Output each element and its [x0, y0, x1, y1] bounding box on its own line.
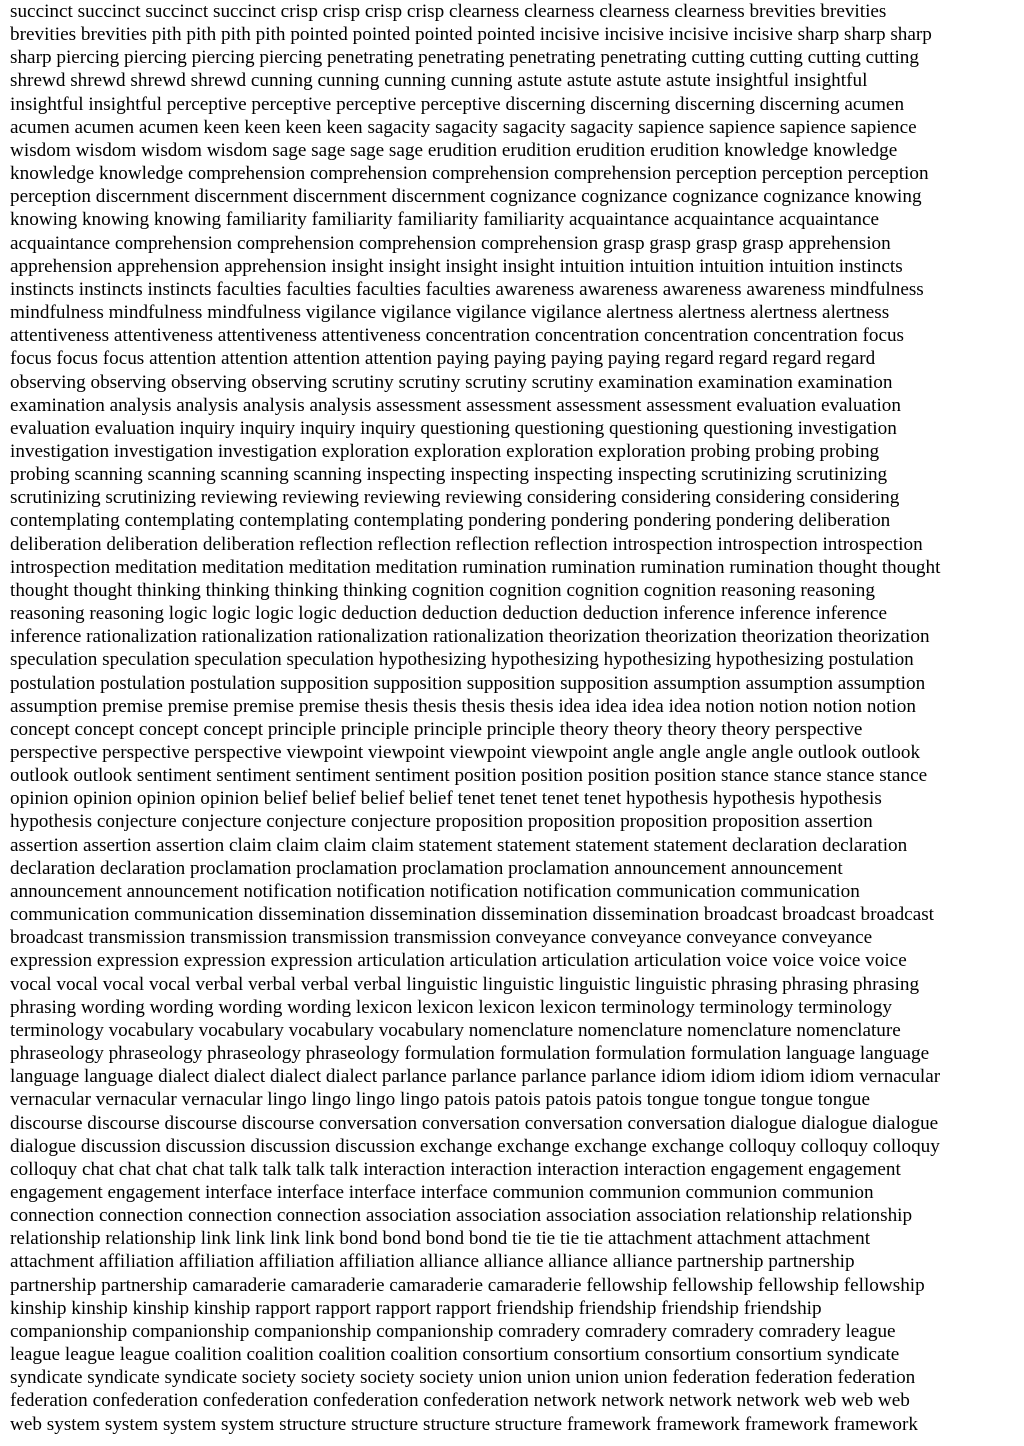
body-text — [10, 0, 1014, 1436]
text-line: companionship companionship companionship companionship comradery comradery comradery comradery league — [10, 1320, 896, 1342]
text-line: kinship kinship kinship kinship rapport rapport rapport rapport friendship friendship friendship friendship — [10, 1297, 822, 1319]
text-line: phrasing wording wording wording wording lexicon lexicon lexicon lexicon terminology terminology terminology — [10, 996, 892, 1018]
text-line: speculation speculation speculation speculation hypothesizing hypothesizing hypothesizing hypothesizing postulation — [10, 649, 914, 671]
text-line: attentiveness attentiveness attentiveness attentiveness concentration concentration concentration concentration focus — [10, 325, 905, 347]
text-line: thought thought thinking thinking thinking thinking cognition cognition cognition cognition reasoning reasoning — [10, 579, 875, 601]
text-line: deliberation deliberation deliberation reflection reflection reflection reflection introspection introspection introspection — [10, 533, 923, 555]
text-line: instincts instincts instincts faculties faculties faculties faculties awareness awareness awareness awareness mindfulness — [10, 278, 924, 300]
text-line: contemplating contemplating contemplating contemplating pondering pondering pondering pondering deliberation — [10, 510, 891, 532]
text-line: examination analysis analysis analysis analysis assessment assessment assessment assessment evaluation evaluation — [10, 394, 901, 416]
text-line: partnership partnership camaraderie camaraderie camaraderie camaraderie fellowship fellowship fellowship fellowship — [10, 1274, 925, 1296]
text-line: knowing knowing knowing familiarity familiarity familiarity familiarity acquaintance acquaintance acquaintance — [10, 209, 879, 231]
text-line: broadcast transmission transmission transmission transmission conveyance conveyance conveyance conveyance — [10, 927, 873, 949]
text-line: succinct succinct succinct succinct crisp crisp crisp crisp clearness clearness clearness clearness brevities brevities — [10, 1, 887, 22]
text-line: assumption premise premise premise premise thesis thesis thesis thesis idea idea idea idea notion notion notion notion — [10, 695, 916, 717]
text-line: perception discernment discernment discernment discernment cognizance cognizance cognizance cognizance knowing — [10, 186, 922, 208]
text-line: shrewd shrewd shrewd shrewd cunning cunning cunning cunning astute astute astute astute insightful insightful — [10, 70, 868, 92]
text-line: scrutinizing scrutinizing reviewing reviewing reviewing reviewing considering considering considering considering — [10, 487, 900, 509]
text-line: concept concept concept concept principle principle principle principle theory theory theory theory perspective — [10, 718, 863, 740]
text-line: communication communication dissemination dissemination dissemination dissemination broadcast broadcast broadcast — [10, 904, 935, 926]
text-line: announcement announcement notification notification notification notification communication communication — [10, 880, 860, 902]
text-line: mindfulness mindfulness mindfulness vigilance vigilance vigilance vigilance alertness alertness alertness alertness — [10, 302, 890, 324]
text-line: federation confederation confederation confederation confederation network network network network web web web — [10, 1390, 910, 1412]
text-line: introspection meditation meditation meditation meditation rumination rumination rumination rumination thought thought — [10, 556, 941, 578]
text-line: inference rationalization rationalization rationalization rationalization theorization theorization theorization theorization — [10, 626, 930, 648]
text-line: league league league coalition coalition coalition coalition consortium consortium consortium consortium syndicate — [10, 1344, 900, 1366]
text-line: connection connection connection connection association association association association relationship relationship — [10, 1205, 913, 1227]
text-line: wisdom wisdom wisdom wisdom sage sage sage sage erudition erudition erudition erudition knowledge knowledge — [10, 139, 898, 161]
text-line: outlook outlook sentiment sentiment sentiment sentiment position position position position stance stance stance stance — [10, 765, 928, 787]
text-line: insightful insightful perceptive perceptive perceptive perceptive discerning discerning discerning discerning acumen — [10, 93, 905, 115]
text-line: language language dialect dialect dialect dialect parlance parlance parlance parlance idiom idiom idiom idiom vernacular — [10, 1066, 941, 1088]
text-line: vocal vocal vocal vocal verbal verbal verbal verbal linguistic linguistic linguistic linguistic phrasing phrasing phrasing — [10, 973, 920, 995]
text-line: relationship relationship link link link link bond bond bond bond tie tie tie tie attachment attachment attachment — [10, 1228, 871, 1250]
text-line: hypothesis conjecture conjecture conjecture conjecture proposition proposition proposition proposition assertion — [10, 811, 873, 833]
text-line: dialogue discussion discussion discussion discussion exchange exchange exchange exchange colloquy colloquy colloquy — [10, 1135, 940, 1157]
text-line: evaluation evaluation inquiry inquiry inquiry inquiry questioning questioning questioning questioning investigation — [10, 417, 897, 439]
text-line: attachment affiliation affiliation affiliation affiliation alliance alliance alliance alliance partnership partnership — [10, 1251, 855, 1273]
text-line: apprehension apprehension apprehension insight insight insight insight intuition intuition intuition intuition instincts — [10, 255, 903, 277]
text-line: reasoning reasoning logic logic logic logic deduction deduction deduction deduction inference inference inference — [10, 603, 887, 625]
text-line: syndicate syndicate syndicate society society society society union union union union federation federation federation — [10, 1367, 916, 1389]
text-line: focus focus focus attention attention attention attention paying paying paying paying regard regard regard regard — [10, 348, 876, 370]
text-line: knowledge knowledge comprehension comprehension comprehension comprehension perception perception perception — [10, 163, 929, 185]
text-line: brevities brevities pith pith pith pith pointed pointed pointed pointed incisive incisive incisive incisive sharp sharp sharp — [10, 24, 932, 46]
text-line: engagement engagement interface interface interface interface communion communion communion communion — [10, 1181, 874, 1203]
text-line: vernacular vernacular vernacular lingo lingo lingo lingo patois patois patois patois tongue tongue tongue tongue — [10, 1089, 871, 1111]
text-line: opinion opinion opinion opinion belief belief belief belief tenet tenet tenet tenet hypothesis hypothesis hypothesis — [10, 788, 882, 810]
text-line: web system system system system structure structure structure structure framework framework framework framework — [10, 1413, 918, 1435]
text-line: investigation investigation investigation exploration exploration exploration exploration probing probing probing — [10, 440, 880, 462]
text-line: postulation postulation postulation supposition supposition supposition supposition assumption assumption assumption — [10, 672, 926, 694]
text-line: colloquy chat chat chat chat talk talk talk talk interaction interaction interaction interaction engagement engagement — [10, 1158, 901, 1180]
text-line: sharp piercing piercing piercing piercing penetrating penetrating penetrating penetrating cutting cutting cutting cutting — [10, 47, 919, 69]
text-line: observing observing observing observing scrutiny scrutiny scrutiny scrutiny examination examination examination — [10, 371, 893, 393]
text-line: perspective perspective perspective viewpoint viewpoint viewpoint viewpoint angle angle angle angle outlook outlook — [10, 742, 921, 763]
text-line: acquaintance comprehension comprehension comprehension comprehension grasp grasp grasp grasp apprehension — [10, 232, 891, 254]
text-line: assertion assertion assertion claim claim claim claim statement statement statement statement declaration declaration — [10, 834, 908, 856]
text-line: expression expression expression expression articulation articulation articulation articulation voice voice voice voice — [10, 950, 907, 972]
text-line: acumen acumen acumen keen keen keen keen sagacity sagacity sagacity sagacity sapience sapience sapience sapience — [10, 116, 917, 138]
text-line: declaration declaration proclamation proclamation proclamation proclamation announcement announcement — [10, 857, 843, 879]
text-line: phraseology phraseology phraseology phraseology formulation formulation formulation formulation language language — [10, 1043, 930, 1065]
text-line: terminology vocabulary vocabulary vocabulary vocabulary nomenclature nomenclature nomenclature nomenclature — [10, 1019, 901, 1041]
text-line: discourse discourse discourse discourse conversation conversation conversation conversation dialogue dialogue dialogue — [10, 1112, 939, 1134]
text-line: probing scanning scanning scanning scanning inspecting inspecting inspecting inspecting scrutinizing scrutinizing — [10, 464, 888, 486]
